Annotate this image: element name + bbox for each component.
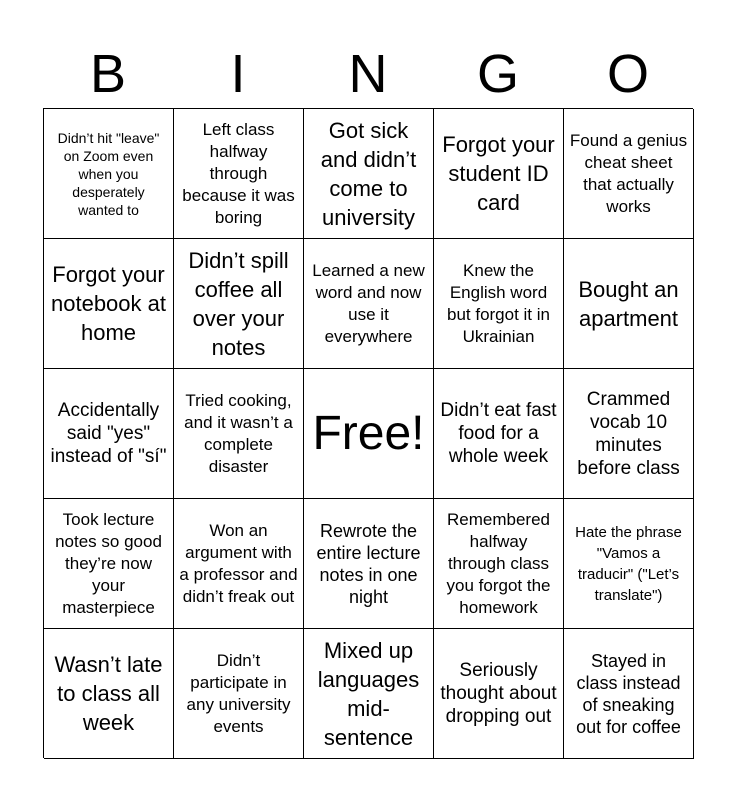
- cell-text: Forgot your notebook at home: [51, 262, 166, 345]
- bingo-cell[interactable]: [44, 629, 174, 759]
- cell-text: Didn’t spill coffee all over your notes: [188, 247, 289, 360]
- bingo-cell[interactable]: [174, 499, 304, 629]
- bingo-cell[interactable]: [434, 499, 564, 629]
- cell-text: Mixed up languages mid-sentence: [317, 637, 420, 750]
- cell-text: Tried cooking, and it wasn’t a complete disaster: [184, 390, 293, 476]
- cell-text: Forgot your student ID card: [442, 132, 555, 215]
- bingo-cell[interactable]: [564, 499, 694, 629]
- cell-text: Stayed in class instead of sneaking out for coffee: [576, 650, 681, 737]
- bingo-cell[interactable]: [174, 239, 304, 369]
- bingo-cell[interactable]: [174, 629, 304, 759]
- header-letter-g: G: [476, 44, 519, 104]
- header-letter-o: O: [606, 44, 649, 104]
- free-space-text: Free!: [312, 406, 425, 460]
- header-letter-n: N: [348, 44, 388, 104]
- cell-text: Took lecture notes so good they’re now your masterpiece: [55, 509, 162, 617]
- cell-text: Learned a new word and now use it everywhere: [312, 260, 425, 346]
- bingo-cell[interactable]: [564, 239, 694, 369]
- cell-text: Remembered halfway through class you forgot the homework: [446, 509, 551, 617]
- bingo-cell[interactable]: [304, 239, 434, 369]
- cell-text: Didn’t eat fast food for a whole week: [440, 400, 557, 467]
- bingo-free-cell[interactable]: [304, 369, 434, 499]
- bingo-board: [43, 108, 693, 758]
- header-letter-b: B: [89, 44, 127, 104]
- bingo-cell[interactable]: [434, 239, 564, 369]
- cell-text: Seriously thought about dropping out: [440, 660, 557, 727]
- cell-text: Wasn’t late to class all week: [54, 652, 163, 735]
- bingo-cell[interactable]: [304, 499, 434, 629]
- bingo-cell[interactable]: [564, 629, 694, 759]
- bingo-cell[interactable]: [564, 369, 694, 499]
- bingo-header: [43, 40, 693, 108]
- bingo-cell[interactable]: [44, 369, 174, 499]
- header-letter-i: I: [230, 44, 246, 104]
- bingo-cell[interactable]: [564, 109, 694, 239]
- bingo-cell[interactable]: [304, 629, 434, 759]
- bingo-cell[interactable]: [434, 629, 564, 759]
- cell-text: Didn’t participate in any university events: [186, 650, 291, 736]
- bingo-cell[interactable]: [304, 109, 434, 239]
- cell-text: Didn’t hit "leave" on Zoom even when you desperately wanted to: [57, 129, 160, 218]
- cell-text: Knew the English word but forgot it in Ukrainian: [446, 260, 550, 346]
- cell-text: Rewrote the entire lecture notes in one night: [316, 520, 421, 607]
- cell-text: Got sick and didn’t come to university: [320, 117, 417, 230]
- bingo-cell[interactable]: [44, 239, 174, 369]
- bingo-cell[interactable]: [174, 109, 304, 239]
- cell-text: Crammed vocab 10 minutes before class: [577, 388, 680, 479]
- cell-text: Found a genius cheat sheet that actually works: [569, 130, 688, 216]
- cell-text: Won an argument with a professor and didn’t freak out: [179, 520, 298, 606]
- cell-text: Accidentally said "yes" instead of "sí": [50, 400, 167, 467]
- cell-text: Left class halfway through because it was boring: [182, 119, 295, 227]
- bingo-cell[interactable]: [174, 369, 304, 499]
- bingo-cell[interactable]: [44, 499, 174, 629]
- cell-text: Hate the phrase "Vamos a traducir" ("Let’s translate"): [575, 523, 682, 604]
- cell-text: Bought an apartment: [578, 276, 679, 331]
- bingo-cell[interactable]: [44, 109, 174, 239]
- bingo-cell[interactable]: [434, 109, 564, 239]
- bingo-cell[interactable]: [434, 369, 564, 499]
